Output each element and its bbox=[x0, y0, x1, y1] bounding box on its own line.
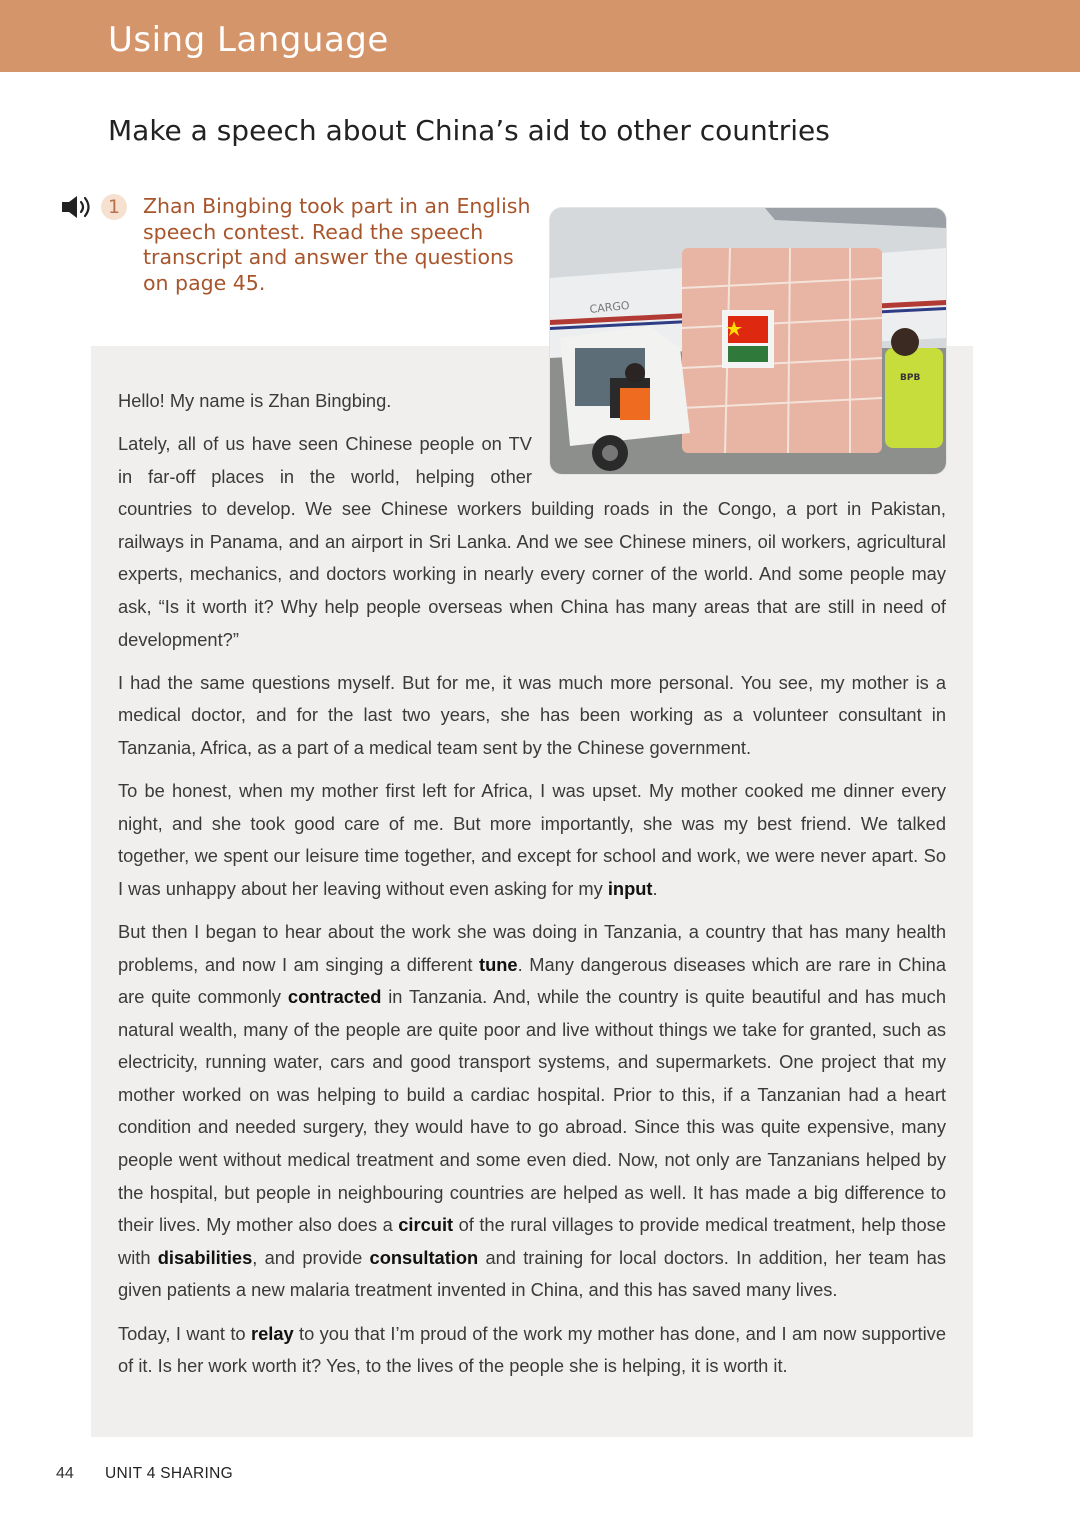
keyword-contracted: contracted bbox=[287, 986, 382, 1008]
text-run: Today, I want to bbox=[118, 1322, 251, 1344]
speaker-icon[interactable] bbox=[60, 194, 94, 220]
speech-paragraph-2: Lately, all of us have seen Chinese people on TV in far-off places in the world, helping other countries to develop. We see Chinese workers building roads in the Congo, a port in Pakistan, railways in Panama, and an airport in Sri Lanka. And we see Chinese miners, oil workers, agricultural experts, mechanics, and doctors working in nearly every corner of the world. And some people may ask, “Is it worth it? Why help people overseas when China has many areas that are still in need of development?” bbox=[118, 433, 946, 650]
keyword-input: input bbox=[607, 877, 653, 899]
speech-paragraph-6 bbox=[118, 1318, 946, 1383]
keyword-consultation: consultation bbox=[369, 1246, 479, 1268]
page-number: 44 bbox=[56, 1465, 74, 1482]
text-run: of the rural villages to provide medical treatment, help those with bbox=[118, 1214, 946, 1268]
text-run: But then I began to hear about the work she was doing in Tanzania, a country that has many health problems, and now I am singing a different bbox=[118, 920, 946, 975]
text-run: , and provide bbox=[252, 1246, 370, 1268]
speech-paragraph-5 bbox=[118, 916, 946, 1307]
speech-paragraph-1: Hello! My name is Zhan Bingbing. bbox=[118, 390, 392, 411]
speech-transcript bbox=[118, 385, 946, 1393]
text-run: . bbox=[652, 877, 658, 899]
header-banner bbox=[0, 0, 1080, 72]
fuselage-text: CARGO bbox=[588, 298, 631, 316]
truck-badge: BPB bbox=[900, 373, 921, 383]
speech-paragraph-4 bbox=[118, 775, 946, 905]
text-run: . Many dangerous diseases which are rare in China are quite commonly bbox=[118, 953, 946, 1008]
text-run: To be honest, when my mother first left for Africa, I was upset. My mother cooked me dinner every night, and she took good care of me. But more importantly, she was my best friend. We talked together, we spent our leisure time together, and except for school and work, we were never apart. So I was unhappy about her leaving without even asking for my bbox=[118, 780, 946, 899]
keyword-circuit: circuit bbox=[398, 1214, 454, 1236]
activity-instruction: Zhan Bingbing took part in an English speech contest. Read the speech transcript and answer the questions on page 45. bbox=[143, 194, 531, 295]
text-run: in Tanzania. And, while the country is quite beautiful and has much natural wealth, many of the people are quite poor and live without things we take for granted, such as electricity, running water, cars and good transport systems, and supermarkets. One project that my mother worked on was helping to build a cardiac hospital. Prior to this, if a Tanzanian had a heart condition and needed surgery, they would have to go abroad. Since this was quite expensive, many people went without medical treatment and some even died. Now, not only are Tanzanians helped by the hospital, but people in neighbouring countries are helped as well. It has made a big difference to their lives. My mother also does a bbox=[118, 986, 946, 1236]
speech-paragraph-3: I had the same questions myself. But for me, it was much more personal. You see, my mother is a medical doctor, and for the last two years, she has been working as a volunteer consultant in Tanzania, Africa, as a part of a medical team sent by the Chinese government. bbox=[118, 671, 946, 758]
photo-spacer bbox=[532, 385, 946, 483]
keyword-relay: relay bbox=[250, 1322, 294, 1344]
unit-label: UNIT 4 SHARING bbox=[105, 1465, 233, 1482]
keyword-tune: tune bbox=[479, 953, 518, 975]
activity-number: 1 bbox=[101, 194, 127, 220]
section-title: Using Language bbox=[108, 20, 389, 60]
text-run: to you that I’m proud of the work my mother has done, and I am now supportive of it. Is her work worth it? Yes, to the lives of the people she is helping, it is worth it. bbox=[118, 1322, 946, 1377]
text-run: and training for local doctors. In addition, her team has given patients a new malaria treatment invented in China, and this has saved many lives. bbox=[118, 1246, 946, 1301]
keyword-disabilities: disabilities bbox=[157, 1246, 253, 1268]
lesson-subtitle: Make a speech about China’s aid to other countries bbox=[108, 114, 830, 147]
